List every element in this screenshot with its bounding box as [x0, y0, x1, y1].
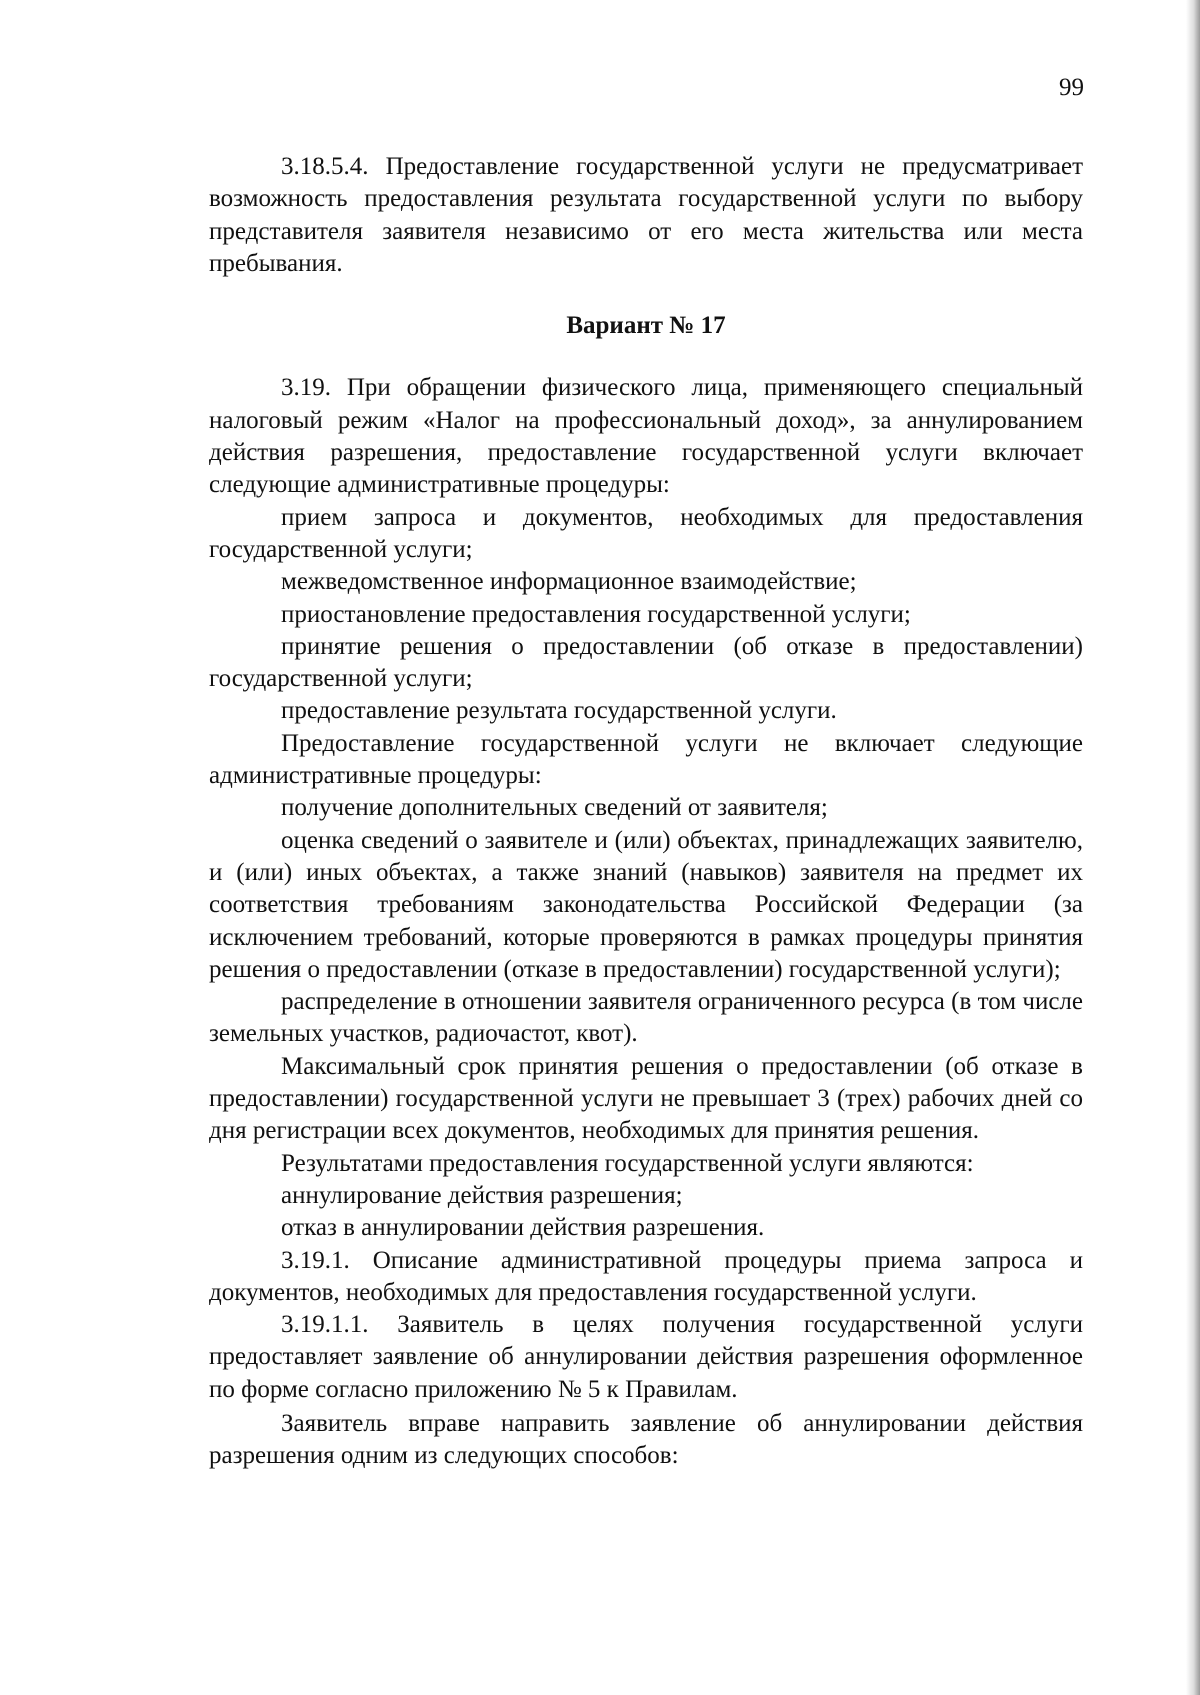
- list-item-procedure: межведомственное информационное взаимодействие;: [281, 568, 857, 596]
- paragraph-excluded-procedures: Предоставление государственной услуги не включает следующие административные процедуры:: [209, 729, 1083, 790]
- scan-edge-shadow: [1186, 0, 1200, 1695]
- list-item-excluded: распределение в отношении заявителя ограниченного ресурса (в том числе земельных участков, радиочастот, квот).: [209, 988, 1083, 1048]
- paragraph-3-19: 3.19. При обращении физического лица, применяющего специальный налоговый режим «Налог на профессиональный доход», за аннулированием действия разрешения, предоставление государственной услуги включает следующие административные процедуры:: [209, 374, 1083, 499]
- list-item-procedure: приостановление предоставления государственной услуги;: [281, 600, 911, 628]
- list-item-excluded: получение дополнительных сведений от заявителя;: [281, 794, 828, 822]
- paragraph-3-19-1-1: 3.19.1.1. Заявитель в целях получения государственной услуги предоставляет заявление об аннулировании действия разрешения оформленное по форме согласно приложению № 5 к Правилам.: [209, 1311, 1083, 1403]
- list-item-procedure: предоставление результата государственной услуги.: [281, 697, 837, 725]
- paragraph-results-intro: Результатами предоставления государственной услуги являются:: [281, 1149, 974, 1177]
- paragraph-submission-methods: Заявитель вправе направить заявление об аннулировании действия разрешения одним из следующих способов:: [209, 1409, 1083, 1470]
- list-item-result: аннулирование действия разрешения;: [281, 1181, 683, 1209]
- list-item-procedure: прием запроса и документов, необходимых для предоставления государственной услуги;: [209, 503, 1083, 563]
- paragraph-3-18-5-4: 3.18.5.4. Предоставление государственной услуги не предусматривает возможность предоставления результата государственной услуги по выбору представителя заявителя независимо от его места жительства или места пребывания.: [209, 153, 1083, 277]
- list-item-result: отказ в аннулировании действия разрешения.: [281, 1214, 765, 1242]
- list-item-procedure: принятие решения о предоставлении (об отказе в предоставлении) государственной услуги;: [209, 632, 1083, 693]
- paragraph-3-19-1: 3.19.1. Описание административной процедуры приема запроса и документов, необходимых для предоставления государственной услуги.: [209, 1246, 1083, 1306]
- list-item-excluded: оценка сведений о заявителе и (или) объектах, принадлежащих заявителю, и (или) иных объектах, а также знаний (навыков) заявителя на предмет их соответствия требованиям законодательства Российской Федерации (за исключением требований, которые проверяются в рамках процедуры принятия решения о предоставлении (отказе в предоставлении) государственной услуги);: [209, 826, 1083, 983]
- section-heading-variant-17: Вариант № 17: [566, 312, 726, 340]
- page-number: 99: [1059, 74, 1084, 101]
- paragraph-max-term: Максимальный срок принятия решения о предоставлении (об отказе в предоставлении) государственной услуги не превышает 3 (трех) рабочих дней со дня регистрации всех документов, необходимых для принятия решения.: [209, 1052, 1083, 1145]
- document-body: [209, 151, 1083, 1473]
